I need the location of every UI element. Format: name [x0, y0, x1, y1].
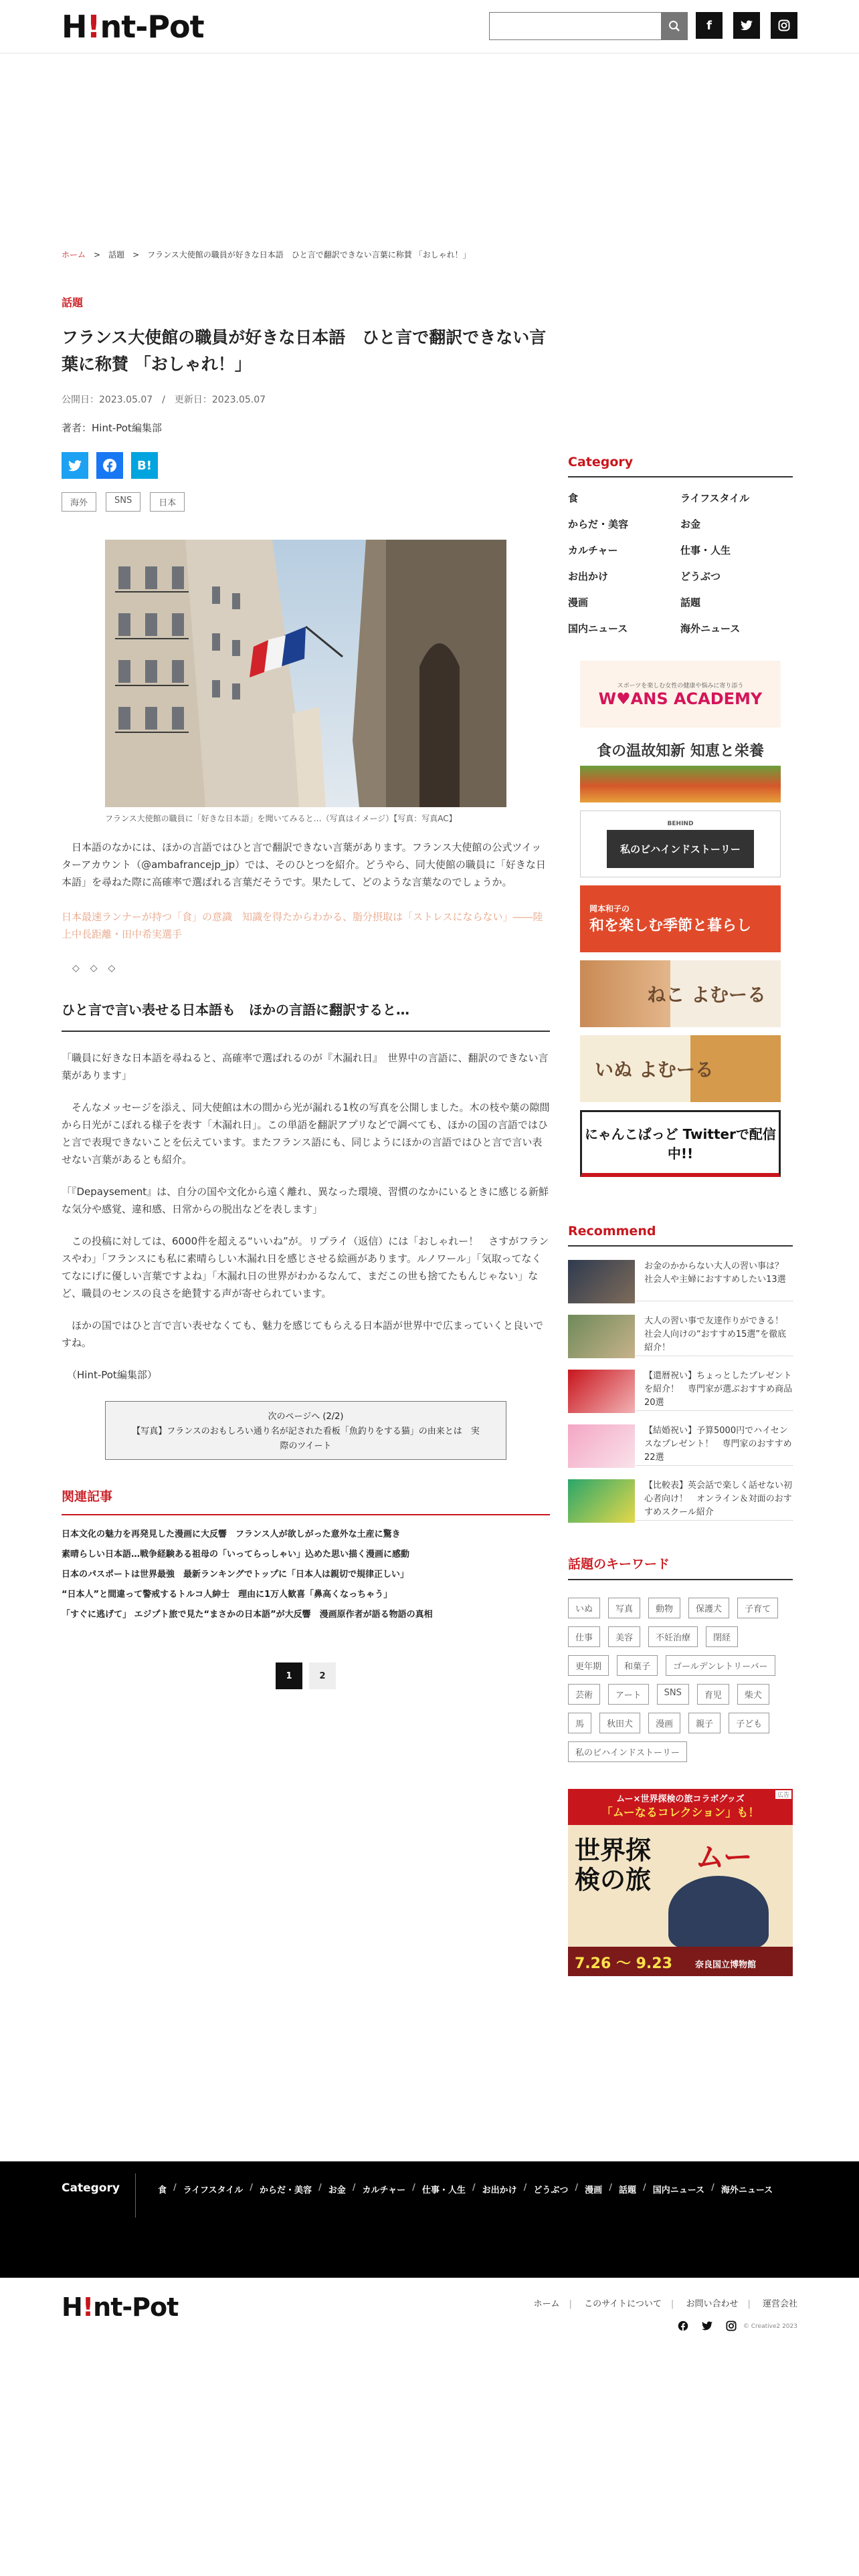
footer-link-home[interactable]: ホーム — [533, 2299, 560, 2309]
breadcrumb-home[interactable]: ホーム — [62, 250, 86, 259]
banner-wans-academy[interactable] — [580, 661, 781, 728]
footer-category-item[interactable]: 話題 — [618, 2185, 636, 2195]
article-photo — [105, 540, 506, 807]
ad-venue: 奈良国立博物館 — [695, 1960, 757, 1970]
keyword-tag[interactable]: 子ども — [729, 1713, 769, 1733]
recommend-thumbnail — [568, 1315, 635, 1358]
share-twitter-button[interactable] — [62, 452, 88, 479]
sidebar-recommend-title: Recommend — [568, 1224, 793, 1247]
keyword-tag[interactable]: 閉経 — [706, 1626, 738, 1647]
footer-link-contact[interactable]: お問い合わせ — [686, 2299, 739, 2309]
breadcrumb-category[interactable]: 話題 — [108, 250, 125, 259]
keyword-tag[interactable]: 私のビハインドストーリー — [568, 1741, 687, 1762]
related-articles-title: 関連記事 — [62, 1487, 550, 1515]
twitter-icon — [702, 2321, 712, 2331]
breadcrumb-current: フランス大使館の職員が好きな日本語 ひと言で翻訳できない言葉に称賛 「おしゃれ！」 — [147, 250, 471, 259]
keyword-tag[interactable]: SNS — [657, 1684, 689, 1705]
article-dates: 公開日：2023.05.07 / 更新日：2023.05.07 — [62, 395, 266, 405]
next-page-title: 【写真】フランスのおもしろい通り名が記された看板「魚釣りをする猫」の由来とは 実際のツイート — [132, 1426, 480, 1451]
footer-category-item[interactable]: ライフスタイル — [183, 2185, 244, 2195]
sidebar-keyword-title: 話題のキーワード — [568, 1554, 793, 1580]
ad-dates: 7.26 ～ 9.23 — [575, 1955, 672, 1972]
search-button[interactable] — [661, 12, 688, 40]
keyword-tag[interactable]: 育児 — [697, 1684, 729, 1705]
footer-category-item[interactable]: 仕事・人生 — [421, 2185, 466, 2195]
section-separator: ◇◇◇ — [72, 963, 126, 974]
updated-date: 更新日：2023.05.07 — [174, 395, 266, 405]
ad-logo: ムー — [695, 1840, 753, 1874]
instagram-icon — [778, 19, 790, 31]
article-paragraph: そんなメッセージを添え、同大使館は木の間から光が漏れる1枚の写真を公開しました。木の枝や葉の隙間から日光がこぼれる様子を表す「木漏れ日」。この単語を翻訳アプリなどで調べても、ほかの国の言語ではひと言で表現できないことを伝えています。またフランス語にも、同じようにほかの言語ではひと言で言い表せない言葉があるとも紹介。 — [62, 1101, 550, 1166]
banner-text: 食の温故知新 知恵と栄養 — [597, 743, 764, 760]
keyword-tag[interactable]: 動物 — [648, 1598, 680, 1618]
recommend-text: お金のかからない大人の習い事は？ 社会人や主婦におすすめしたい13選 — [644, 1261, 786, 1285]
copyright: © Creative2 2023 — [743, 2323, 797, 2330]
footer-link-company[interactable]: 運営会社 — [762, 2299, 797, 2309]
banner-text: いぬ よむーる — [595, 1059, 714, 1081]
recommend-text: 大人の習い事で友達作りができる！ 社会人向けの“おすすめ15選”を徹底紹介！ — [644, 1316, 787, 1353]
banner-text: にゃんこぱっど Twitterで配信中!! — [585, 1125, 776, 1162]
next-page-button[interactable] — [105, 1401, 506, 1460]
article — [62, 294, 550, 1689]
ad-line2: 「ムーなるコレクション」も！ — [601, 1806, 760, 1820]
footer-category-item[interactable]: 食 — [158, 2185, 167, 2195]
footer-category-bar — [0, 2161, 859, 2278]
tag-item[interactable]: 日本 — [150, 492, 185, 512]
sidebar-category-title: Category — [568, 455, 793, 477]
keyword-tag[interactable]: アート — [608, 1684, 649, 1705]
keyword-tag[interactable]: 柴犬 — [737, 1684, 769, 1705]
sidebar-category-list — [568, 491, 793, 635]
banner-behind-story[interactable] — [580, 811, 781, 877]
article-credit: （Hint-Pot編集部） — [67, 1369, 157, 1381]
keyword-tag[interactable]: 美容 — [608, 1626, 640, 1647]
next-page-label: 次のページへ (2/2) — [268, 1412, 344, 1422]
sidebar-category-item[interactable]: ライフスタイル — [680, 492, 750, 504]
footer-link-about[interactable]: このサイトについて — [584, 2299, 662, 2309]
facebook-icon — [102, 458, 117, 473]
banner-text: 和を楽しむ季節と暮らし — [589, 918, 752, 934]
article-category[interactable]: 話題 — [62, 296, 84, 309]
keyword-tag[interactable]: 仕事 — [568, 1626, 600, 1647]
footer-category-item[interactable]: どうぶつ — [533, 2185, 569, 2195]
keyword-tag[interactable]: 秋田犬 — [599, 1713, 640, 1733]
recommend-thumbnail — [568, 1424, 635, 1468]
article-tags — [62, 492, 550, 512]
recommend-item[interactable] — [568, 1479, 793, 1521]
related-articles-list — [62, 1525, 550, 1625]
recommend-thumbnail — [568, 1370, 635, 1413]
article-paragraph: 「『Depaysement』は、自分の国や文化から遠く離れ、異なった環境、習慣のなかにいるときに感じる新鮮な気分や感覚、違和感、日常からの脱出などを表します」 — [62, 1186, 549, 1215]
footer-twitter-button[interactable] — [702, 2321, 712, 2333]
sidebar-category-item[interactable]: どうぶつ — [680, 570, 721, 582]
footer-instagram-button[interactable] — [726, 2321, 737, 2334]
ad-badge: 広告 — [775, 1790, 791, 1799]
instagram-icon — [726, 2321, 737, 2331]
share-buttons — [62, 452, 550, 479]
banner-wa-kisetsu[interactable] — [580, 885, 781, 952]
footer-logo[interactable] — [62, 2292, 178, 2322]
keyword-list — [568, 1598, 782, 1762]
keyword-tag[interactable]: 漫画 — [648, 1713, 680, 1733]
footer-category-label: Category — [62, 2181, 120, 2195]
sidebar-category-item[interactable]: お出かけ — [568, 570, 609, 582]
related-article-link[interactable]: 日本文化の魅力を再発見した漫画に大反響 フランス人が欲しがった意外な土産に驚き — [62, 1529, 401, 1539]
banner-inu-yomuru[interactable] — [580, 1035, 781, 1102]
sidebar-category-item[interactable]: 海外ニュース — [680, 623, 741, 635]
banner-sub: 岡本和子の — [589, 904, 630, 914]
sidebar — [568, 455, 793, 1976]
related-article-link[interactable]: 日本のパスポートは世界最強 最新ランキングでトップに「日本人は親切で規律正しい」 — [62, 1570, 409, 1580]
footer-category-item[interactable]: からだ・美容 — [259, 2185, 312, 2195]
sidebar-category-item[interactable]: 国内ニュース — [568, 623, 628, 635]
advertisement[interactable] — [568, 1789, 793, 1976]
footer-category-list: 食 / ライフスタイル / からだ・美容 / お金 / カルチャー / 仕事・人生 / お出かけ / どうぶつ / 漫画 / 話題 / 国内ニュース / 海外ニュース — [158, 2183, 773, 2195]
recommend-item[interactable] — [568, 1315, 793, 1356]
banner-neko-yomuru[interactable] — [580, 960, 781, 1027]
keyword-tag[interactable]: 和菓子 — [617, 1655, 658, 1676]
published-date: 公開日：2023.05.07 — [62, 395, 153, 405]
keyword-tag[interactable]: 親子 — [688, 1713, 721, 1733]
article-paragraph: 「職員に好きな日本語を尋ねると、高確率で選ばれるのが『木漏れ日』 世界中の言語に、翻訳のできない言葉があります」 — [62, 1052, 549, 1081]
recommend-item[interactable] — [568, 1260, 793, 1301]
recommend-text: 【還暦祝い】ちょっとしたプレゼントを紹介！ 専門家が選ぶおすすめ商品20選 — [644, 1371, 793, 1408]
ad-illustration — [668, 1876, 769, 1949]
share-facebook-button[interactable] — [96, 452, 123, 479]
hatena-icon: B! — [137, 458, 152, 473]
recommend-list — [568, 1260, 793, 1521]
banner-shoku-chie[interactable] — [580, 736, 781, 802]
footer-category-item[interactable]: 漫画 — [585, 2185, 603, 2195]
banner-sub: BEHIND — [667, 820, 694, 827]
facebook-icon: f — [706, 18, 712, 33]
keyword-tag[interactable]: 不妊治療 — [648, 1626, 698, 1647]
pagination — [62, 1662, 550, 1689]
article-title: フランス大使館の職員が好きな日本語 ひと言で翻訳できない言葉に称賛 「おしゃれ！」 — [62, 328, 547, 374]
ad-line1: ムー×世界探検の旅コラボグッズ — [616, 1794, 745, 1804]
keyword-tag[interactable]: 保護犬 — [688, 1598, 729, 1618]
site-footer — [0, 2278, 859, 2358]
inline-related-link[interactable]: 日本最速ランナーが持つ「食」の意識 知識を得たからわかる、脂分摂取は「ストレスにならない」――陸上中長距離・田中希実選手 — [62, 911, 543, 940]
photo-caption: フランス大使館の職員に「好きな日本語」を聞いてみると…（写真はイメージ）【写真：写真AC】 — [105, 814, 457, 823]
keyword-tag[interactable]: 芸術 — [568, 1684, 600, 1705]
keyword-tag[interactable]: 写真 — [608, 1598, 640, 1618]
keyword-tag[interactable]: いぬ — [568, 1598, 600, 1618]
footer-category-item[interactable]: お金 — [328, 2185, 346, 2195]
article-intro: 日本語のなかには、ほかの言語ではひと言で翻訳できない言葉があります。フランス大使館の公式ツイッターアカウント（@ambafrancejp_jp）では、そのひとつを紹介。どうやら、同大使館の職員に「好きな日本語」を尋ねた際に高確率で選ばれる言葉だそうです。果たして、どのような言葉なのでしょうか。 — [62, 841, 546, 888]
sidebar-category-item[interactable]: 食 — [568, 492, 579, 504]
twitter-icon — [741, 20, 753, 31]
recommend-text: 【比較表】英会話で楽しく話せない初心者向け！ オンライン＆対面のおすすめスクール紹介 — [644, 1481, 793, 1517]
recommend-thumbnail — [568, 1260, 635, 1303]
banner-nyanko-pad[interactable] — [580, 1110, 781, 1177]
page-2-button[interactable]: 2 — [309, 1662, 336, 1689]
sidebar-category-item[interactable]: からだ・美容 — [568, 518, 629, 530]
header-instagram-button[interactable] — [771, 12, 797, 39]
sidebar-category-item[interactable]: 漫画 — [568, 597, 589, 609]
article-paragraph: ほかの国ではひと言で言い表せなくても、魅力を感じてもらえる日本語が世界中で広まっていくと良いですね。 — [62, 1319, 544, 1349]
site-header — [0, 0, 859, 53]
footer-facebook-button[interactable] — [678, 2321, 688, 2334]
facebook-icon — [678, 2321, 688, 2331]
recommend-item[interactable] — [568, 1370, 793, 1411]
breadcrumb: ホーム > 話題 > フランス大使館の職員が好きな日本語 ひと言で翻訳できない言葉に称賛 「おしゃれ！」 — [62, 250, 471, 259]
footer-category-item[interactable]: カルチャー — [362, 2185, 406, 2195]
article-subheading: ひと言で言い表せる日本語も ほかの言語に翻訳すると… — [62, 999, 550, 1032]
sidebar-category-item[interactable]: 仕事・人生 — [680, 544, 731, 556]
page-1-button[interactable]: 1 — [276, 1662, 302, 1689]
search-icon — [668, 20, 680, 32]
keyword-tag[interactable]: 更年期 — [568, 1655, 609, 1676]
banner-sub: スポーツを楽しむ女性の健康や悩みに寄り添う — [617, 682, 744, 689]
tag-item[interactable]: SNS — [106, 492, 140, 512]
banner-text: 私のビハインドストーリー — [607, 830, 754, 868]
logo-text: H!nt-Pot — [62, 9, 204, 45]
keyword-tag[interactable]: 子育て — [737, 1598, 778, 1618]
site-logo[interactable] — [62, 8, 204, 45]
keyword-tag[interactable]: 馬 — [568, 1713, 591, 1733]
sidebar-category-item[interactable]: 話題 — [680, 597, 701, 609]
ad-title: 世界探検の旅 — [575, 1836, 652, 1895]
search-input[interactable] — [489, 12, 662, 40]
tag-item[interactable]: 海外 — [62, 492, 96, 512]
paris-street-image — [105, 540, 506, 807]
footer-category-item[interactable]: 国内ニュース — [652, 2185, 705, 2195]
related-article-link[interactable]: “日本人”と間違って警戒するトルコ人紳士 理由に1万人歓喜「鼻高くなっちゃう」 — [62, 1590, 393, 1600]
footer-links: ホーム | このサイトについて | お問い合わせ | 運営会社 — [533, 2299, 797, 2309]
article-author: 著者：Hint-Pot編集部 — [62, 422, 162, 434]
recommend-item[interactable] — [568, 1424, 793, 1466]
footer-category-item[interactable]: 海外ニュース — [721, 2185, 773, 2195]
banner-text: ねこ よむーる — [647, 984, 766, 1006]
header-facebook-button[interactable] — [696, 12, 723, 39]
recommend-thumbnail — [568, 1479, 635, 1523]
share-hatena-button[interactable] — [131, 452, 158, 479]
banner-text: W♥ANS ACADEMY — [598, 689, 763, 708]
article-paragraph: この投稿に対しては、6000件を超える“いいね”が。リプライ（返信）には「おしゃれー！ さすがフランスやわ」「フランスにも私に素晴らしい木漏れ日を感じさせる絵画があります。ルノワール」「気取ってなくてなにげに優しい言葉ですよね」「木漏れ日の世界がわかるなんて、まだこの世も捨てたもんじゃない」など、職員のセンスの良さを絶賛する声が寄せられています。 — [62, 1235, 549, 1299]
sidebar-banners — [568, 661, 793, 1177]
footer-category-item[interactable]: お出かけ — [482, 2185, 517, 2195]
related-article-link[interactable]: 素晴らしい日本語…戦争経験ある祖母の「いってらっしゃい」込めた思い描く漫画に感動 — [62, 1549, 410, 1560]
sidebar-category-item[interactable]: お金 — [680, 518, 701, 530]
header-twitter-button[interactable] — [733, 12, 760, 39]
twitter-icon — [68, 460, 82, 471]
recommend-text: 【結婚祝い】予算5000円でハイセンスなプレゼント！ 専門家のおすすめ22選 — [644, 1426, 792, 1463]
keyword-tag[interactable]: ゴールデンレトリーバー — [666, 1655, 775, 1676]
related-article-link[interactable]: 「すぐに逃げて」 エジプト旅で見た“まさかの日本語”が大反響 漫画原作者が語る物語の真相 — [62, 1610, 433, 1620]
logo-text: H!nt-Pot — [62, 2292, 179, 2322]
sidebar-category-item[interactable]: カルチャー — [568, 544, 618, 556]
